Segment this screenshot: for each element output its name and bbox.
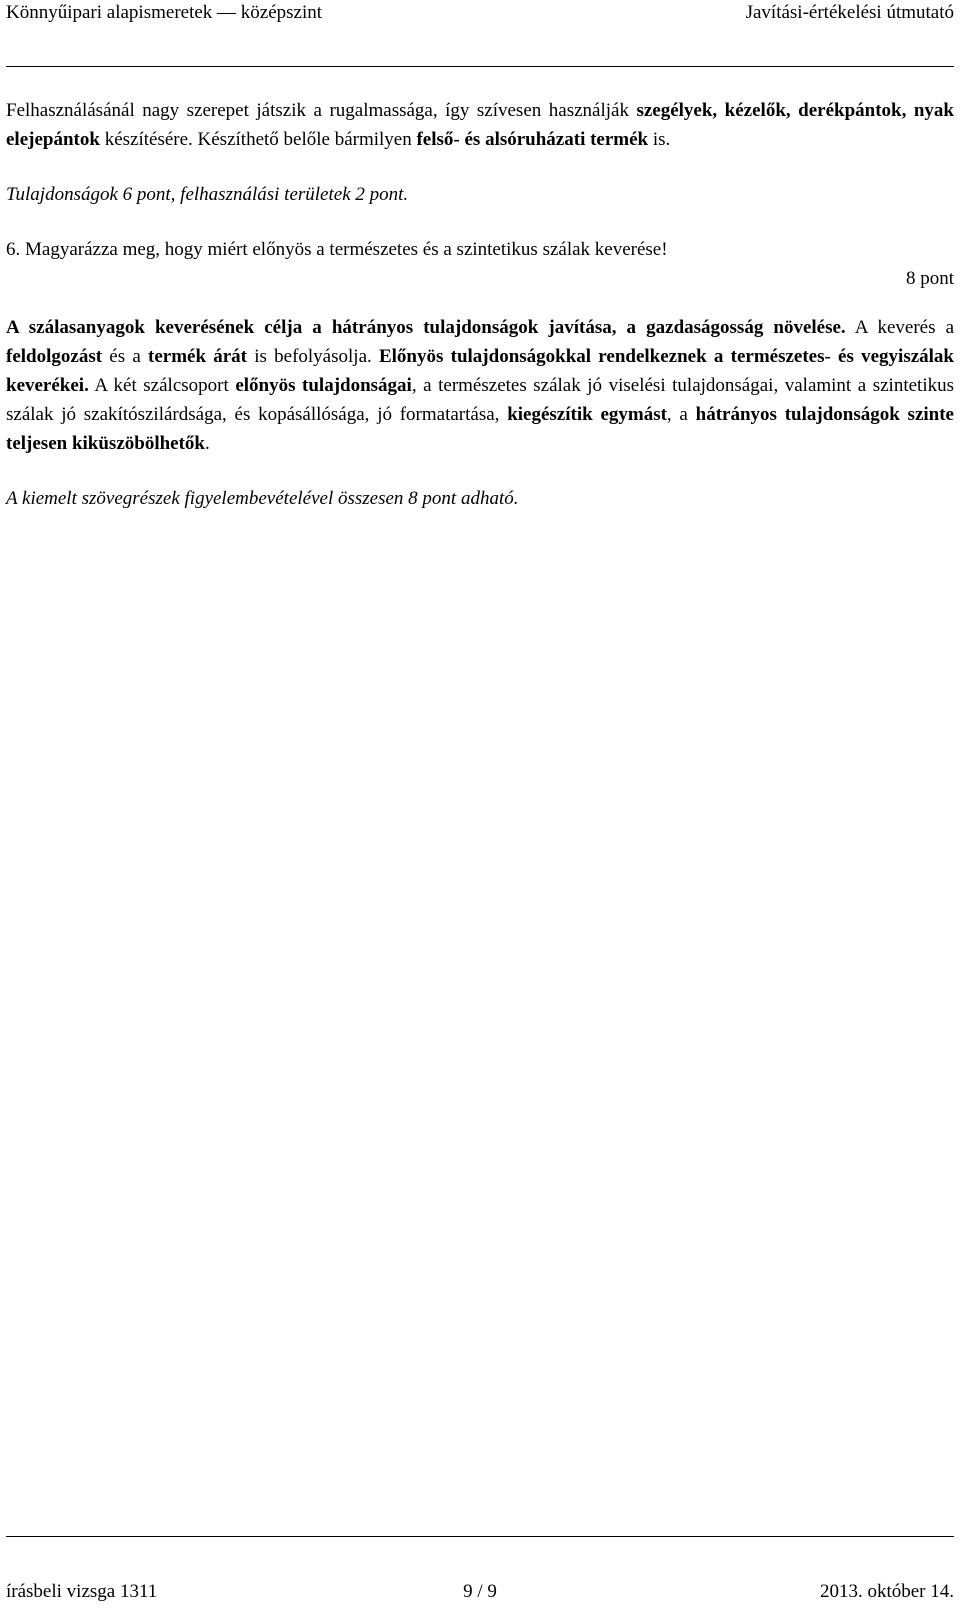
header-doc-type: Javítási-értékelési útmutató	[745, 2, 954, 23]
usage-paragraph	[6, 96, 954, 154]
page-content	[6, 96, 954, 513]
usage-text-3: is.	[648, 129, 671, 150]
final-scoring-note: A kiemelt szövegrészek figyelembevételével összesen 8 pont adható.	[6, 488, 519, 509]
answer-text-4: A két szálcsoport	[88, 375, 236, 396]
answer-text-3: is befolyásolja.	[247, 346, 379, 367]
answer-text-5: , a természetes szálak jó viselési tulajdonságai, valamint a szintetikus szálak jó szakítószilárdsága, és kopásállósága, jó formatartása,	[6, 375, 955, 425]
answer-bold-3: termék árát	[148, 346, 248, 367]
footer-page-number: 9 / 9	[463, 1581, 497, 1602]
scoring-note: Tulajdonságok 6 pont, felhasználási területek 2 pont.	[6, 184, 409, 205]
question-points: 8 pont	[905, 268, 954, 289]
answer-text-2: és a	[102, 346, 148, 367]
footer-exam-id: írásbeli vizsga 1311	[6, 1581, 158, 1602]
usage-bold-1: szegélyek, kézelők, derékpántok, nyak elejepántok	[6, 100, 954, 150]
footer-date: 2013. október 14.	[819, 1581, 954, 1602]
answer-text-6: , a	[666, 404, 696, 425]
answer-bold-7: hátrányos tulajdonságok szinte teljesen kiküszöbölhetők	[6, 404, 954, 454]
answer-text-1: A keverés a	[845, 317, 954, 338]
answer-bold-1: A szálasanyagok keverésének célja a hátrányos tulajdonságok javítása, a gazdaságosság növelése.	[6, 317, 846, 338]
question-6: 6. Magyarázza meg, hogy miért előnyös a természetes és a szintetikus szálak keverése!	[6, 239, 668, 260]
header-subject: Könnyűipari alapismeretek — középszint	[6, 2, 323, 23]
usage-bold-2: felső- és alsóruházati termék	[416, 129, 649, 150]
answer-bold-5: előnyös tulajdonságai	[235, 375, 412, 396]
usage-text-1: Felhasználásánál nagy szerepet játszik a rugalmassága, így szívesen használják	[6, 100, 637, 121]
page-header	[6, 0, 954, 67]
page-footer	[6, 1536, 954, 1607]
answer-text-7: .	[205, 433, 210, 454]
answer-bold-2: feldolgozást	[6, 346, 103, 367]
answer-bold-4: Előnyös tulajdonságokkal rendelkeznek a természetes- és vegyiszálak keverékei.	[6, 346, 954, 396]
answer-bold-6: kiegészítik egymást	[507, 404, 667, 425]
usage-text-2: készítésére. Készíthető belőle bármilyen	[99, 129, 417, 150]
answer-paragraph	[6, 313, 954, 458]
